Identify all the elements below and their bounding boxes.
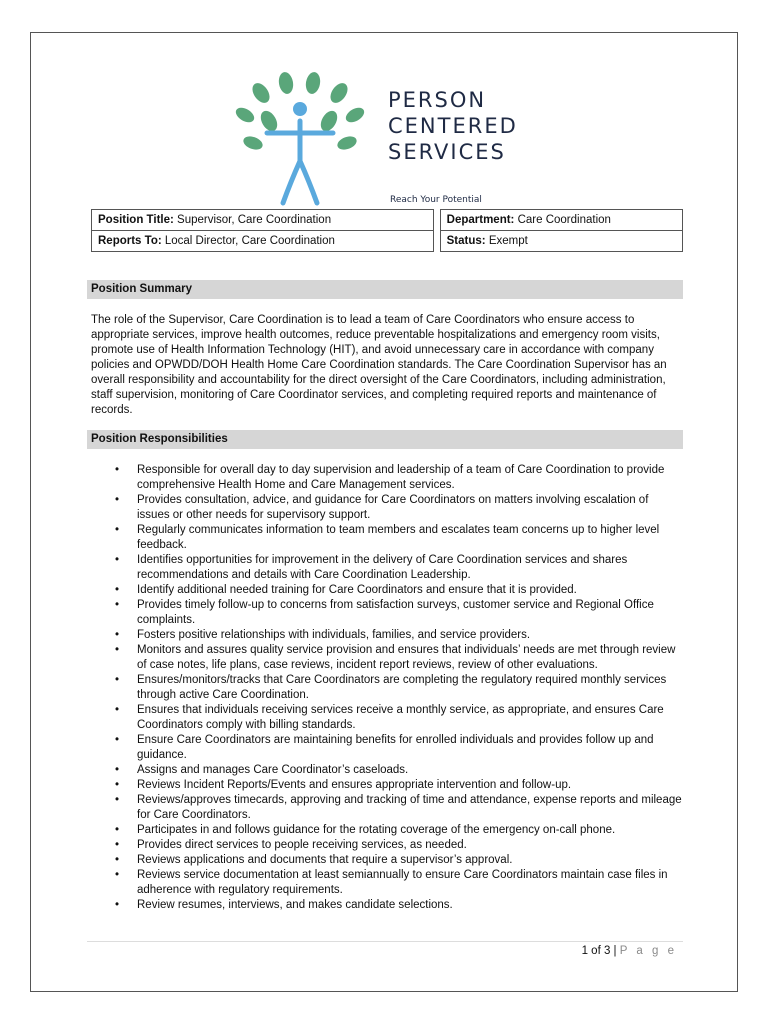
position-summary-text: The role of the Supervisor, Care Coordination is to lead a team of Care Coordinators who ensure access to appropriate services, improve health outcomes, reduce preventable hospitalizations and emergency room visits, promote use of Health Information Technology (HIT), and avoid unnecessary care in accordance with company policies and OPWDD/DOH Health Home Care Coordination standards. The Care Coordination Supervisor has an overall responsibility and accountability for the direct oversight of the Care Coordinators, including administration, staff supervision, monitoring of Care Coordinator services, and completing required reports and maintenance of records. xyxy=(91,314,667,416)
responsibility-item: • Reviews applications and documents that require a supervisor’s approval. xyxy=(91,853,683,868)
company-logo xyxy=(231,71,551,211)
department-cell xyxy=(440,210,682,231)
footer-divider xyxy=(87,941,683,942)
responsibility-item: • Identifies opportunities for improvement in the delivery of Care Coordination services and shares recommendations and details with Care Coordination Leadership. xyxy=(91,553,683,583)
responsibility-item: • Identify additional needed training for Care Coordinators and ensure that it is provided. xyxy=(91,583,683,598)
brand-line-centered: CENTERED xyxy=(388,114,518,138)
responsibility-item: • Ensures/monitors/tracks that Care Coordinators are completing the regulatory required monthly services through active Care Coordination. xyxy=(91,673,683,703)
status-value: Exempt xyxy=(488,235,528,247)
responsibility-item: • Participates in and follows guidance for the rotating coverage of the emergency on-call phone. xyxy=(91,823,683,838)
position-title-label: Position Title: xyxy=(98,214,174,226)
brand-name xyxy=(388,87,518,165)
position-summary-heading: Position Summary xyxy=(87,280,683,299)
brand-line-person: PERSON xyxy=(388,88,487,112)
responsibility-item: • Ensures that individuals receiving services receive a monthly service, as appropriate, and ensures Care Coordinators comply with billing standards. xyxy=(91,703,683,733)
responsibility-item: • Responsible for overall day to day supervision and leadership of a team of Care Coordination to provide comprehensive Health Home and Care Management services. xyxy=(91,463,683,493)
tree-person-icon xyxy=(231,71,381,211)
department-value: Care Coordination xyxy=(517,214,611,226)
document-page xyxy=(30,32,738,992)
responsibility-item: • Provides timely follow-up to concerns from satisfaction surveys, customer service and Regional Office complaints. xyxy=(91,598,683,628)
page-number: 1 of 3 | xyxy=(581,945,617,957)
responsibility-item: • Review resumes, interviews, and makes candidate selections. xyxy=(91,898,683,913)
responsibility-item: • Reviews/approves timecards, approving and tracking of time and attendance, expense reports and mileage for Care Coordinators. xyxy=(91,793,683,823)
responsibility-item: • Reviews Incident Reports/Events and ensures appropriate intervention and follow-up. xyxy=(91,778,683,793)
responsibility-item: • Assigns and manages Care Coordinator’s caseloads. xyxy=(91,763,683,778)
position-responsibilities-heading: Position Responsibilities xyxy=(87,430,683,449)
brand-tagline: Reach Your Potential xyxy=(390,195,482,205)
responsibilities-list xyxy=(91,463,683,913)
responsibility-item: • Ensure Care Coordinators are maintaining benefits for enrolled individuals and provides follow up and guidance. xyxy=(91,733,683,763)
position-title-value: Supervisor, Care Coordination xyxy=(177,214,332,226)
responsibility-item: • Monitors and assures quality service provision and ensures that individuals’ needs are met through review of case notes, life plans, case reviews, incident report reviews, review of other evaluations. xyxy=(91,643,683,673)
reports-to-cell xyxy=(92,231,434,252)
responsibility-item: • Fosters positive relationships with individuals, families, and service providers. xyxy=(91,628,683,643)
department-label: Department: xyxy=(446,214,515,226)
responsibility-item: • Provides consultation, advice, and guidance for Care Coordinators on matters involving escalation of issues or other needs for supervisory support. xyxy=(91,493,683,523)
position-title-cell xyxy=(92,210,434,231)
responsibility-item: • Provides direct services to people receiving services, as needed. xyxy=(91,838,683,853)
position-info-table xyxy=(91,209,683,252)
brand-line-services: SERVICES xyxy=(388,140,506,164)
status-cell xyxy=(440,231,682,252)
reports-to-label: Reports To: xyxy=(98,235,162,247)
responsibility-item: • Reviews service documentation at least semiannually to ensure Care Coordinators maintain case files in adherence with regulatory requirements. xyxy=(91,868,683,898)
reports-to-value: Local Director, Care Coordination xyxy=(164,235,335,247)
page-footer xyxy=(582,945,677,957)
status-label: Status: xyxy=(446,235,486,247)
page-word: P a g e xyxy=(619,945,677,957)
responsibility-item: • Regularly communicates information to team members and escalates team concerns up to higher level feedback. xyxy=(91,523,683,553)
